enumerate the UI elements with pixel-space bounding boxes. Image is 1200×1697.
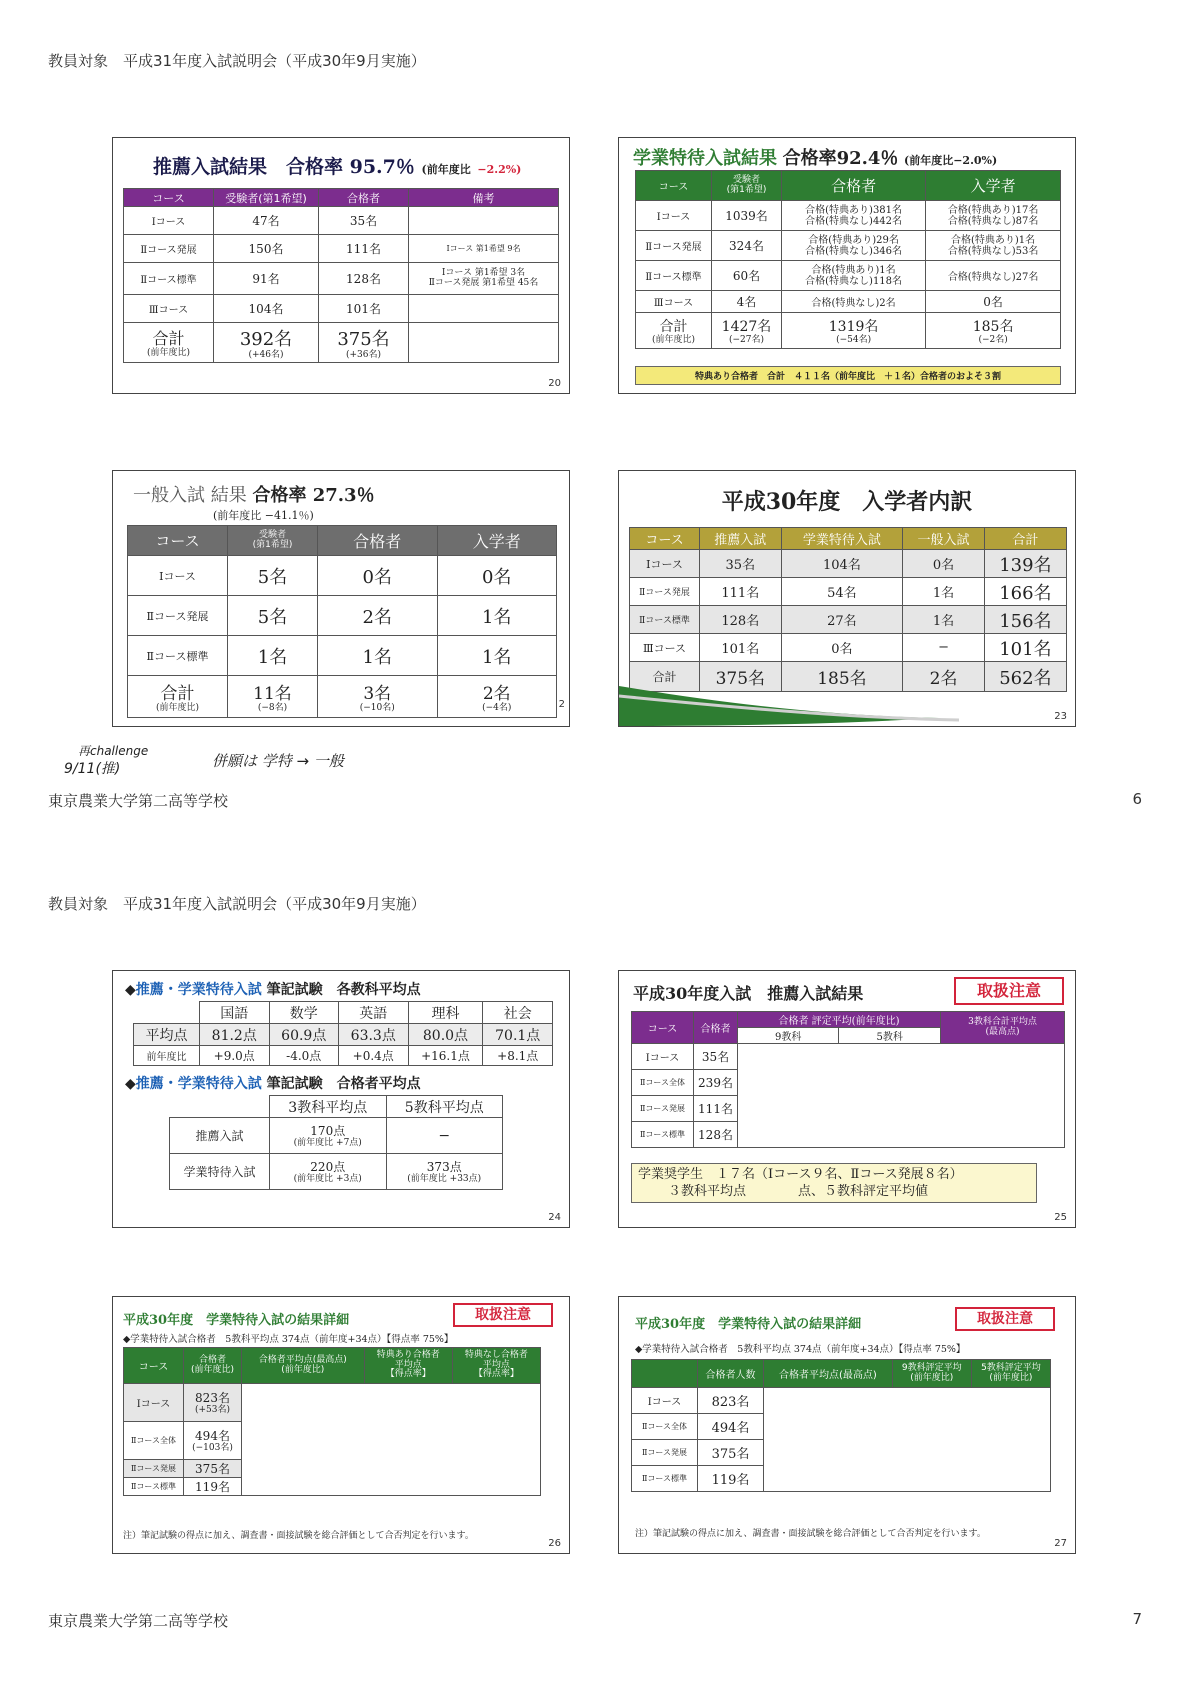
scholar-note-line1: 学業奨学生 １７名（Ⅰコース９名、Ⅱコース発展８名） [638, 1167, 963, 1182]
scholar-note-line2: ３教科平均点 点、５教科評定平均値 [668, 1183, 929, 1199]
slide-recommendation-results [112, 137, 570, 394]
slide-enrollment-breakdown [618, 470, 1076, 727]
slide-number: 2 [558, 699, 565, 710]
slide-number: 23 [1054, 711, 1067, 722]
page-header: 教員対象 平成31年度入試説明会（平成30年9月実施） [48, 52, 426, 70]
green-swoosh-decoration [619, 666, 1076, 726]
scholar-note-box [631, 1163, 1037, 1203]
slide-number: 24 [548, 1212, 561, 1223]
handwritten-note-path: 併願は 学特 → 一般 [212, 752, 344, 770]
slide-scholarship-detail-b [618, 1296, 1076, 1554]
slide-subtitle: ◆学業特待入試合格者 5教科平均点 374点（前年度+34点）【得点率 75%】 [635, 1344, 966, 1355]
slide-title: 一般入試 結果 合格率 27.3％ [133, 485, 375, 506]
page-footer: 東京農業大学第二高等学校 [48, 1612, 229, 1630]
recommendation-detail-table: コース 合格者 合格者 評定平均(前年度比) 3教科合計平均点 (最高点) 9教科 5教科 Ⅰコース 35名 Ⅱコース全体 239名 Ⅱコース発展 111名 Ⅱコース標準 128名 [631, 1011, 1065, 1148]
slide-recommendation-detail [618, 970, 1076, 1228]
page-number: 6 [1132, 790, 1142, 808]
confidential-badge: 取扱注意 [954, 977, 1064, 1005]
page-header: 教員対象 平成31年度入試説明会（平成30年9月実施） [48, 895, 426, 913]
confidential-badge: 取扱注意 [955, 1307, 1055, 1331]
page-footer: 東京農業大学第二高等学校 [48, 792, 229, 810]
slide-footnote: 注）筆記試験の得点に加え、調査書・面接試験を総合評価として合否判定を行います。 [123, 1531, 474, 1541]
slide-subtitle: (前年度比 −41.1％) [213, 509, 314, 522]
slide-title: 平成30年度 学業特待入試の結果詳細 [123, 1313, 350, 1328]
slide-written-exam-averages [112, 970, 570, 1228]
scholarship-table: コース 受験者 (第1希望) 合格者 入学者 Ⅰコース 1039名 合格(特典あり)381名 合格(特典なし)442名 合格(特典あり)17名 合格(特典なし)87名 Ⅱコース発展 324名 合格(特典あり)29名 合格(特典なし)346名 合格(特典あり)1名 合格(特典なし)53名 Ⅱコース標準 60名 合格(特典あり)1名 合格(特典なし)118名 合格(特典なし)27名 Ⅲコース 4名 合格(特典なし)2名 0名 合計 (前年度比) 1427名 (−27名) 1319名 (−54名) 185名 (−2名) [635, 170, 1061, 349]
passer-average-table: 3教科平均点 5教科平均点 推薦入試 170点 (前年度比 +7点) − 学業特待入試 220点 (前年度比 +3点) 373点 (前年度比 +33点) [169, 1095, 503, 1190]
recommendation-table: コース 受験者(第1希望) 合格者 備考 Ⅰコース 47名 35名 Ⅱコース発展 150名 111名 Ⅰコース 第1希望 9名 Ⅱコース標準 91名 128名 Ⅰコース 第1希望 3名 Ⅱコース発展 第1希望 45名 Ⅲコース 104名 101名 合計 (前年度比) 392名 (+46名) 375名 (+36名) [123, 188, 559, 363]
slide-general-results [112, 470, 570, 727]
slide-title: 推薦入試結果 合格率 95.7％ (前年度比 −2.2%) [153, 156, 522, 178]
slide-number: 25 [1054, 1212, 1067, 1223]
subject-average-table: 国語 数学 英語 理科 社会 平均点 81.2点 60.9点 63.3点 80.0点 70.1点 前年度比 +9.0点 -4.0点 +0.4点 +16.1点 +8.1点 [133, 1001, 553, 1066]
slide-subtitle: ◆学業特待入試合格者 5教科平均点 374点（前年度+34点）【得点率 75%】 [123, 1334, 454, 1345]
handwritten-note-date: 9/11(推) [64, 761, 121, 777]
scholarship-footer-note: 特典あり合格者 合計 ４１１名（前年度比 ＋１名）合格者のおよそ３割 [635, 366, 1061, 385]
slide-title: 学業特待入試結果 合格率92.4％ (前年度比−2.0%) [633, 148, 998, 169]
slide-title: 平成30年度入試 推薦入試結果 [633, 984, 864, 1003]
slide-scholarship-detail-a [112, 1296, 570, 1554]
general-table: コース 受験者 (第1希望) 合格者 入学者 Ⅰコース 5名 0名 0名 Ⅱコース発展 5名 2名 1名 Ⅱコース標準 1名 1名 1名 合計 (前年度比) 11名 (−8名) 3名 (−10名) 2名 (−4名) [127, 525, 557, 718]
slide-number: 27 [1054, 1538, 1067, 1549]
slide-number: 20 [548, 378, 561, 389]
section-title-1: ◆推薦・学業特待入試 筆記試験 各教科平均点 [125, 982, 421, 998]
scholarship-detail-table-b: 合格者人数 合格者平均点(最高点) 9教科評定平均 (前年度比) 5教科評定平均 (前年度比) Ⅰコース 823名 Ⅱコース全体 494名 Ⅱコース発展 375名 Ⅱコース標準 119名 [631, 1359, 1051, 1492]
confidential-badge: 取扱注意 [453, 1303, 553, 1327]
handwritten-note-challenge: 再challenge [78, 744, 149, 758]
page-number: 7 [1132, 1610, 1142, 1628]
section-title-2: ◆推薦・学業特待入試 筆記試験 合格者平均点 [125, 1076, 421, 1092]
slide-title: 平成30年度 入学者内訳 [721, 489, 973, 515]
enrollment-table: コース 推薦入試 学業特待入試 一般入試 合計 Ⅰコース 35名 104名 0名 139名 Ⅱコース発展 111名 54名 1名 166名 Ⅱコース標準 128名 27名 1名 156名 Ⅲコース 101名 0名 − 101名 合計 375名 185名 2名 562名 [629, 527, 1067, 692]
slide-scholarship-results [618, 137, 1076, 394]
slide-number: 26 [548, 1538, 561, 1549]
slide-title: 平成30年度 学業特待入試の結果詳細 [635, 1317, 862, 1332]
scholarship-detail-table-a: コース 合格者 (前年度比) 合格者平均点(最高点) (前年度比) 特典あり合格者 平均点 【得点率】 特典なし合格者 平均点 【得点率】 Ⅰコース 823名 (+53名) Ⅱコース全体 494名 (−103名) Ⅱコース発展 375名 Ⅱコース標準 119名 [123, 1347, 541, 1496]
slide-footnote: 注）筆記試験の得点に加え、調査書・面接試験を総合評価として合否判定を行います。 [635, 1529, 986, 1539]
